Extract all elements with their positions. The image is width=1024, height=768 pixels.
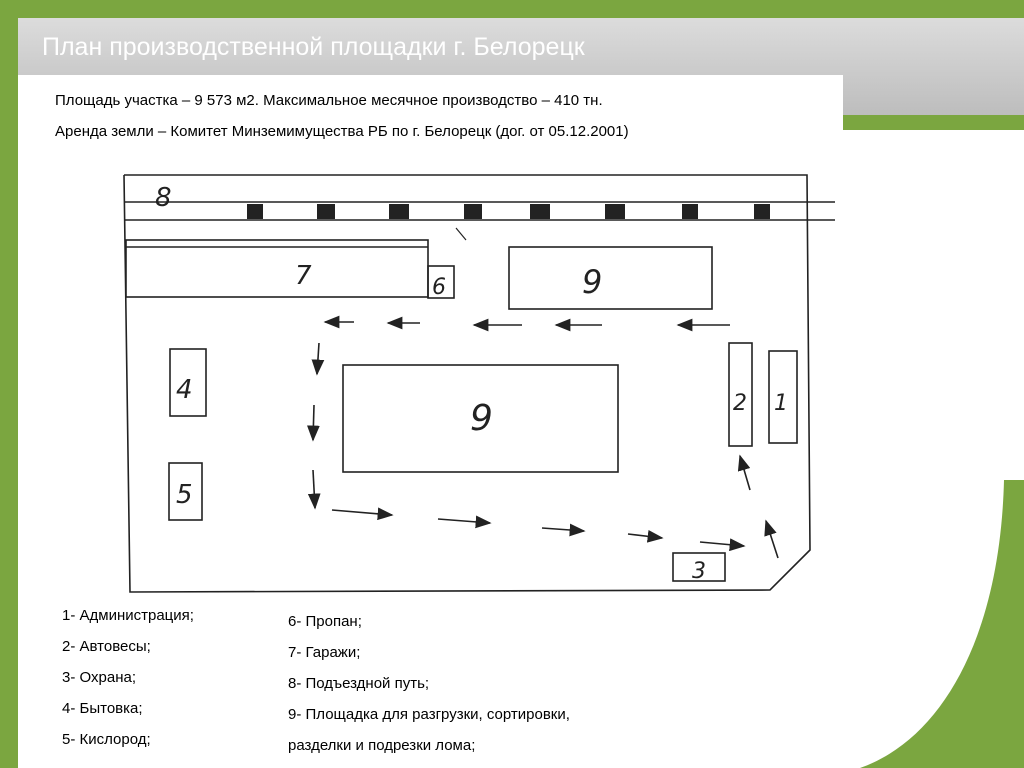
legend-item: 2- Автовесы;	[62, 638, 151, 655]
flow-arrow	[313, 470, 315, 508]
sleeper	[605, 204, 625, 219]
oxygen-number: 5	[176, 480, 193, 510]
unloading-area-top	[509, 247, 712, 309]
legend-item: разделки и подрезки лома;	[288, 737, 476, 754]
top-accent-band	[0, 0, 1024, 18]
left-accent-band	[0, 0, 18, 768]
legend-item: 7- Гаражи;	[288, 644, 361, 661]
page-title: План производственной площадки г. Белорецк	[42, 33, 585, 61]
site-boundary	[124, 175, 810, 592]
garages-building	[126, 240, 428, 297]
sleeper	[317, 204, 335, 219]
garages-number: 7	[295, 261, 312, 291]
corner-decoration	[860, 480, 1024, 768]
propane-number: 6	[432, 275, 446, 300]
scales-number: 2	[733, 391, 747, 416]
site-plan-diagram	[110, 160, 840, 600]
flow-arrow	[628, 534, 662, 538]
legend-item: 3- Охрана;	[62, 669, 136, 686]
flow-arrow	[700, 542, 744, 546]
traffic-flow-arrows	[313, 322, 778, 558]
info-lease-line: Аренда земли – Комитет Минземимущества РБ по г. Белорецк (дог. от 05.12.2001)	[55, 123, 629, 140]
housing-number: 4	[176, 375, 193, 405]
right-accent-band	[843, 115, 1024, 130]
legend-item: 1- Администрация;	[62, 607, 194, 624]
sleeper	[389, 204, 409, 219]
sleeper	[247, 204, 263, 219]
legend-item: 8- Подъездной путь;	[288, 675, 430, 692]
admin-number: 1	[774, 391, 788, 416]
flow-arrow	[438, 519, 490, 523]
legend-item: 9- Площадка для разгрузки, сортировки,	[288, 706, 570, 723]
sleeper	[530, 204, 550, 219]
sleeper	[754, 204, 770, 219]
legend-item: 4- Бытовка;	[62, 700, 143, 717]
legend-item: 5- Кислород;	[62, 731, 151, 748]
flow-arrow	[332, 510, 392, 515]
guard-number: 3	[692, 559, 706, 584]
road-sleepers	[247, 204, 770, 219]
area-top-number: 9	[582, 263, 603, 301]
legend-item: 6- Пропан;	[288, 613, 362, 630]
pointer-mark	[456, 228, 466, 240]
area-main-number: 9	[470, 398, 493, 439]
flow-arrow	[313, 405, 314, 440]
flow-arrow	[740, 456, 750, 490]
flow-arrow	[542, 528, 584, 531]
info-area-line: Площадь участка – 9 573 м2. Максимальное месячное производство – 410 тн.	[55, 92, 603, 109]
sleeper	[682, 204, 698, 219]
flow-arrow	[317, 343, 319, 374]
road-number: 8	[155, 183, 172, 213]
sleeper	[464, 204, 482, 219]
flow-arrow	[766, 521, 778, 558]
